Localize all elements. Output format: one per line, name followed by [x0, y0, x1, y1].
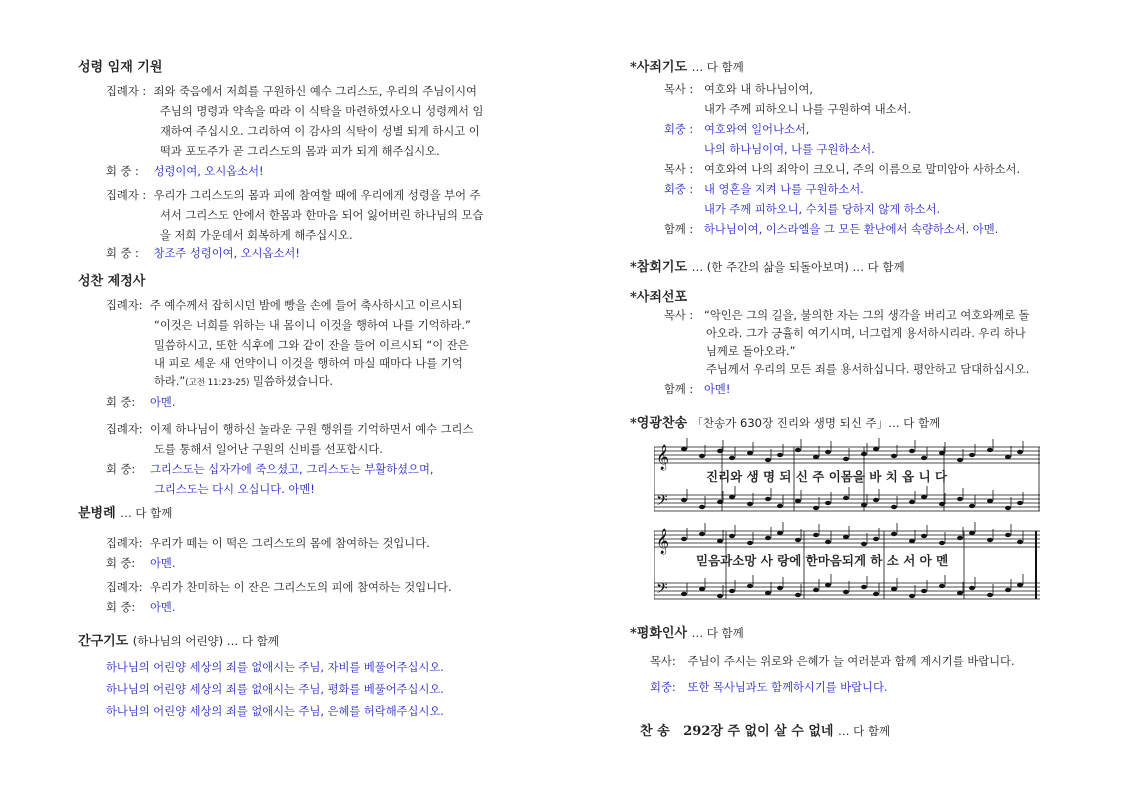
confession-response: 나의 하나님이여, 나를 구원하소서. — [704, 143, 875, 156]
note-head — [717, 500, 723, 504]
institution-line: 내 피로 세운 새 언약이니 이것을 행하여 마실 때마다 나를 기억 — [154, 357, 463, 370]
note-head — [843, 496, 849, 500]
heading-absolution: *사죄선포 — [630, 290, 688, 305]
note-head — [843, 535, 849, 539]
heading-words-of-institution: 성찬 제정사 — [78, 274, 146, 289]
note-head — [987, 448, 993, 452]
svg-text:𝄢: 𝄢 — [656, 492, 668, 513]
note-head — [969, 586, 975, 590]
note-head — [825, 583, 831, 587]
music-score — [654, 437, 1040, 605]
note-head — [873, 537, 879, 541]
fraction-line: 집례자: 우리가 찬미하는 이 잔은 그리스도의 피에 참여하는 것입니다. — [106, 581, 452, 594]
note-head — [747, 584, 753, 588]
svg-text:𝄞: 𝄞 — [656, 529, 670, 554]
absolution-line: 주님께서 우리의 모든 죄를 용서하십니다. 평안하고 담대하십시오. — [706, 363, 1030, 376]
note-head — [921, 589, 927, 593]
note-head — [957, 497, 963, 501]
heading-gloria: *영광찬송 「찬송가 630장 진리와 생명 되신 주」… 다 함께 — [630, 416, 941, 431]
institution-response: 그리스도는 다시 오십니다. 아멘! — [154, 483, 315, 496]
note-head — [861, 503, 867, 507]
note-head — [1017, 583, 1023, 587]
note-head — [939, 451, 945, 455]
lyrics-line-2: 믿음과소망 사 랑에 한마음되게 하 소 서 아 멘 — [696, 553, 949, 568]
note-head — [777, 504, 783, 508]
epiclesis-line: 떡과 포도주가 곧 그리스도의 몸과 피가 되게 해주십시오. — [160, 145, 440, 158]
heading-peace: *평화인사 … 다 함께 — [630, 626, 744, 641]
note-head — [909, 449, 915, 453]
confession-response: 회중 : 내 영혼을 지켜 나를 구원하소서. — [664, 183, 864, 196]
confession-response: 내가 주께 피하오니, 수치를 당하지 않게 하소서. — [704, 203, 941, 216]
note-head — [1005, 506, 1011, 510]
fraction-response: 회 중: 아멘. — [106, 601, 176, 614]
heading-agnus-dei: 간구기도 (하나님의 어린양) … 다 함께 — [78, 634, 279, 649]
note-head — [825, 501, 831, 505]
confession-response: 함께 : 하나님이여, 이스라엘을 그 모든 환난에서 속량하소서. 아멘. — [664, 223, 999, 236]
note-head — [909, 539, 915, 543]
note-head — [717, 449, 723, 453]
note-head — [681, 498, 687, 502]
epiclesis-line: 재하여 주십시오. 그리하여 이 감사의 식탁이 성별 되게 하시고 이 — [160, 125, 480, 138]
note-head — [729, 589, 735, 593]
note-head — [777, 586, 783, 590]
confession-response: 회중 : 여호와여 일어나소서, — [664, 123, 810, 136]
note-head — [813, 533, 819, 537]
note-head — [921, 495, 927, 499]
peace-line: 목사: 주님이 주시는 위로와 은혜가 늘 여러분과 함께 계시기를 바랍니다. — [650, 655, 1015, 668]
note-head — [747, 502, 753, 506]
heading-confession-prayer: *사죄기도 … 다 함께 — [630, 60, 744, 75]
absolution-response: 함께 : 아멘! — [664, 383, 731, 396]
institution-line: 밀씀하시고, 또한 식후에 그와 같이 잔을 들어 이르시되 “이 잔은 — [154, 339, 469, 352]
note-head — [1017, 501, 1023, 505]
epiclesis-line: 집례자 : 우리가 그리스도의 몸과 피에 참여할 때에 우리에게 성령을 부어 주 — [106, 189, 481, 202]
note-head — [747, 541, 753, 545]
lyrics-line-1: 진리와 생 명 되 신 주 이몸을 바 치 옵 니 다 — [706, 469, 948, 484]
note-head — [861, 585, 867, 589]
note-head — [795, 538, 801, 542]
agnus-line: 하나님의 어린양 세상의 죄를 없애시는 주님, 자비를 베풀어주십시오. — [106, 661, 444, 674]
heading-epiclesis: 성령 임재 기원 — [78, 60, 163, 75]
note-head — [957, 591, 963, 595]
note-head — [957, 458, 963, 462]
institution-line: “이것은 너희를 위하는 내 몸이니 이것을 행하여 나를 기억하라.” — [154, 319, 471, 332]
institution-line: 집례자: 주 예수께서 잡히시던 밤에 빵을 손에 들어 축사하시고 이르시되 — [106, 299, 463, 312]
note-head — [909, 500, 915, 504]
note-head — [765, 497, 771, 501]
note-head — [765, 591, 771, 595]
confession-line: 내가 주께 피하오니 나를 구원하여 내소서. — [704, 103, 912, 116]
note-head — [1017, 450, 1023, 454]
epiclesis-line: 을 저희 가운데서 회복하게 해주십시오. — [160, 229, 353, 242]
note-head — [777, 531, 783, 535]
note-head — [681, 592, 687, 596]
note-head — [861, 452, 867, 456]
epiclesis-response: 회 중 : 성령이여, 오시옵소서! — [106, 165, 264, 178]
note-head — [729, 534, 735, 538]
epiclesis-line: 셔서 그리스도 안에서 한몸과 한마음 되어 잃어버린 하나님의 모습 — [160, 209, 484, 222]
institution-line: 집례자: 이제 하나님이 행하신 놀라운 구원 행위를 기억하면서 예수 그리스 — [106, 423, 474, 436]
note-head — [969, 504, 975, 508]
note-head — [891, 587, 897, 591]
absolution-line: 님께로 돌아오라.” — [706, 345, 796, 358]
note-head — [765, 458, 771, 462]
note-head — [795, 499, 801, 503]
note-head — [939, 584, 945, 588]
note-head — [717, 539, 723, 543]
note-head — [873, 447, 879, 451]
heading-hymn: 찬 송 292장 주 없이 살 수 없네 … 다 함께 — [640, 724, 891, 739]
note-head — [729, 495, 735, 499]
note-head — [843, 457, 849, 461]
svg-text:𝄢: 𝄢 — [656, 580, 668, 601]
absolution-line: 목사 : “악인은 그의 길을, 불의한 자는 그의 생각을 버리고 여호와께로 돌 — [664, 309, 1030, 322]
note-head — [729, 456, 735, 460]
note-head — [1005, 588, 1011, 592]
note-head — [813, 506, 819, 510]
agnus-line: 하나님의 어린양 세상의 죄를 없애시는 주님, 평화를 베풀어주십시오. — [106, 683, 444, 696]
note-head — [777, 453, 783, 457]
note-head — [1005, 455, 1011, 459]
note-head — [891, 454, 897, 458]
note-head — [717, 594, 723, 598]
note-head — [939, 541, 945, 545]
note-head — [957, 536, 963, 540]
confession-line: 목사 : 여호와여 나의 죄악이 크오니, 주의 이름으로 말미암아 사하소서. — [664, 163, 1021, 176]
note-head — [987, 593, 993, 597]
note-head — [1005, 533, 1011, 537]
institution-response: 회 중: 그리스도는 십자가에 죽으셨고, 그리스도는 부활하셨으며, — [106, 463, 434, 476]
absolution-line: 아오라. 그가 긍휼히 여기시며, 너그럽게 용서하시리라. 우리 하나 — [706, 327, 1026, 340]
note-head — [891, 505, 897, 509]
note-head — [813, 455, 819, 459]
note-head — [699, 532, 705, 536]
note-head — [681, 537, 687, 541]
institution-line: 하라.”(고전 11:23-25) 밀씀하셨습니다. — [154, 375, 333, 388]
score-staff-graphic — [654, 437, 1040, 605]
svg-text:𝄞: 𝄞 — [656, 445, 670, 470]
institution-response: 회 중: 아멘. — [106, 396, 176, 409]
note-head — [825, 540, 831, 544]
epiclesis-line: 집례자 : 죄와 죽음에서 저희를 구원하신 예수 그리스도, 우리의 주님이시여 — [106, 85, 477, 98]
fraction-line: 집례자: 우리가 떼는 이 떡은 그리스도의 몸에 참여하는 것입니다. — [106, 537, 430, 550]
note-head — [921, 456, 927, 460]
note-head — [795, 593, 801, 597]
note-head — [825, 450, 831, 454]
fraction-response: 회 중: 아멘. — [106, 557, 176, 570]
note-head — [765, 536, 771, 540]
agnus-line: 하나님의 어린양 세상의 죄를 없애시는 주님, 은혜를 허락해주십시오. — [106, 705, 444, 718]
note-head — [699, 454, 705, 458]
note-head — [873, 498, 879, 502]
note-head — [843, 590, 849, 594]
confession-line: 목사 : 여호와 내 하나님이여, — [664, 83, 813, 96]
note-head — [909, 594, 915, 598]
note-head — [681, 447, 687, 451]
score-notes — [681, 438, 1023, 598]
note-head — [1017, 540, 1023, 544]
note-head — [969, 453, 975, 457]
note-head — [747, 451, 753, 455]
note-head — [795, 448, 801, 452]
epiclesis-response: 회 중 : 창조주 성령이여, 오시옵소서! — [106, 247, 300, 260]
epiclesis-line: 주님의 명령과 약속을 따라 이 식탁을 마련하였사오니 성령께서 임 — [160, 105, 484, 118]
note-head — [861, 542, 867, 546]
heading-repentance: *참회기도 … (한 주간의 삶을 되돌아보며) … 다 함께 — [630, 260, 905, 275]
note-head — [921, 534, 927, 538]
note-head — [987, 499, 993, 503]
note-head — [873, 592, 879, 596]
note-head — [969, 531, 975, 535]
heading-fraction: 분병례 … 다 함께 — [78, 506, 173, 521]
note-head — [813, 588, 819, 592]
note-head — [699, 587, 705, 591]
note-head — [987, 538, 993, 542]
peace-response: 회중: 또한 목사님과도 함께하시기를 바랍니다. — [650, 681, 888, 694]
note-head — [699, 505, 705, 509]
institution-line: 도를 통해서 일어난 구원의 신비를 선포합시다. — [154, 443, 383, 456]
note-head — [891, 532, 897, 536]
note-head — [939, 502, 945, 506]
